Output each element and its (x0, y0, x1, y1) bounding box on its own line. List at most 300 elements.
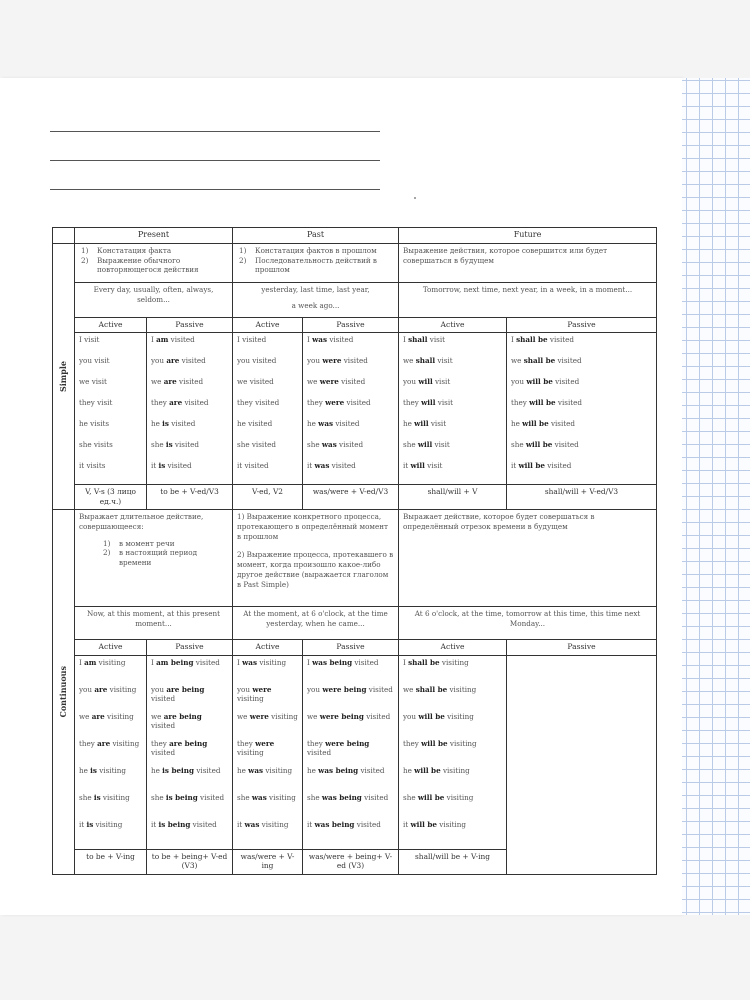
verb-form-part: he (79, 765, 91, 775)
verb-form-part: he (403, 765, 415, 775)
verb-form (511, 377, 652, 398)
verb-form (237, 793, 298, 820)
usage-text: Выражение обычного повторяющегося действия (97, 255, 199, 275)
verb-form-part: they (307, 398, 326, 408)
auxiliary-verb: are (163, 377, 177, 387)
verb-form-text: he visited (237, 419, 273, 429)
section-continuous-label: Continuous (58, 666, 69, 718)
verb-form-part: visit (435, 356, 453, 366)
auxiliary-verb: will (414, 419, 429, 429)
speck (414, 197, 416, 199)
verb-form (307, 356, 394, 377)
verb-form-part: I (237, 657, 243, 667)
verb-form (79, 685, 142, 712)
verb-form-part: visiting (447, 684, 477, 694)
verb-form (237, 377, 298, 398)
verb-form-part: she (307, 792, 322, 802)
verb-form-part: we (403, 356, 416, 366)
verb-form-part: visited (176, 377, 204, 387)
verb-form-part: visited (552, 440, 579, 450)
auxiliary-verb: will (418, 377, 433, 387)
verb-form (237, 440, 298, 461)
verb-form-part: I (151, 657, 157, 667)
section-continuous (53, 510, 75, 874)
verb-form-part: visiting (266, 792, 296, 802)
verb-form-part: visiting (268, 711, 298, 721)
verb-form-part: visited (336, 440, 364, 450)
verb-form-part: I (403, 657, 409, 667)
verb-form-part: visiting (104, 711, 134, 721)
verb-form (151, 820, 228, 847)
verb-form (79, 820, 142, 847)
verb-form-part: visiting (100, 792, 130, 802)
verb-form (79, 712, 142, 739)
usage-list (79, 539, 228, 568)
auxiliary-verb: shall be (523, 356, 556, 366)
verb-form-part: it (511, 461, 519, 471)
continuous-present-active-formula: to be + V-ing (75, 849, 147, 874)
verb-form-part: he (237, 765, 249, 775)
verb-form-part: I (307, 657, 313, 667)
simple-past-markers (233, 283, 399, 318)
verb-form-part: visited (352, 657, 379, 667)
verb-form-part: visiting (447, 738, 477, 748)
auxiliary-verb: am (156, 335, 169, 345)
auxiliary-verb: was being (321, 792, 362, 802)
continuous-forms-row (53, 655, 657, 849)
simple-future-active-head: Active (399, 318, 507, 333)
verb-form-part: visiting (263, 765, 293, 775)
verb-form-part: visited (165, 461, 192, 471)
verb-form (403, 658, 502, 685)
auxiliary-verb: was being (312, 657, 353, 667)
verb-form (151, 377, 228, 398)
verb-form-part: he (307, 765, 319, 775)
verb-form-part: they (403, 398, 422, 408)
auxiliary-verb: will be (410, 819, 437, 829)
name-line-3 (50, 189, 380, 190)
auxiliary-verb: will be (526, 377, 553, 387)
verb-form-part: visiting (96, 765, 127, 775)
continuous-present-usage (75, 510, 233, 607)
verb-form (307, 335, 394, 356)
verb-form-part: I (79, 657, 85, 667)
auxiliary-verb: shall be (408, 657, 440, 667)
verb-form (403, 820, 502, 847)
verb-form-part: you (237, 684, 253, 694)
verb-form (307, 739, 394, 766)
verb-form-part: visited (555, 398, 582, 408)
verb-form (79, 398, 142, 419)
simple-present-markers: Every day, usually, often, always, seldom... (75, 283, 233, 318)
auxiliary-verb: are (166, 356, 180, 366)
continuous-future-usage: Выражает действие, которое будет совершаться в определённый отрезок времени в будущем (399, 510, 657, 607)
auxiliary-verb: will be (522, 419, 549, 429)
continuous-past-active-forms (233, 655, 303, 849)
verb-form (403, 419, 502, 440)
auxiliary-verb: was (248, 765, 264, 775)
verb-form-part: he (511, 419, 523, 429)
markers-line: yesterday, last time, last year, (261, 285, 370, 294)
simple-future-active-forms (399, 333, 507, 485)
verb-form-part: visited (168, 419, 196, 429)
verb-form-part: visited (194, 765, 221, 775)
simple-past-passive-head: Passive (303, 318, 399, 333)
verb-form (403, 356, 502, 377)
verb-form-part: it (403, 461, 411, 471)
auxiliary-verb: will be (418, 711, 445, 721)
usage-text: Выражает длительное действие, совершающееся: (79, 512, 204, 531)
usage-item (239, 246, 394, 256)
verb-form-part: she (79, 792, 94, 802)
simple-future-passive-head: Passive (507, 318, 657, 333)
simple-usage-row (53, 244, 657, 283)
simple-past-passive-forms (303, 333, 399, 485)
verb-form (79, 356, 142, 377)
verb-form (403, 398, 502, 419)
simple-past-usage (233, 244, 399, 283)
verb-form-part: visiting (436, 819, 467, 829)
verb-form (79, 793, 142, 820)
verb-form (403, 461, 502, 482)
verb-form-part: visiting (257, 657, 287, 667)
simple-past-active-forms (233, 333, 303, 485)
usage-item (81, 256, 228, 275)
verb-form-part: you (79, 684, 95, 694)
verb-form (307, 440, 394, 461)
verb-form-text: they visited (237, 398, 280, 408)
verb-form-part: visit (427, 335, 446, 345)
verb-form-part: she (151, 440, 166, 450)
auxiliary-verb: will be (529, 398, 556, 408)
verb-form (403, 335, 502, 356)
verb-form (151, 440, 228, 461)
tenses-table (52, 227, 657, 875)
verb-form-part: he (151, 419, 163, 429)
verb-form-part: visited (363, 711, 391, 721)
verb-form-part: visiting (93, 819, 123, 829)
verb-form (403, 739, 502, 766)
continuous-usage-row (53, 510, 657, 607)
verb-form (151, 658, 228, 685)
continuous-present-active-forms (75, 655, 147, 849)
auxiliary-verb: were (249, 711, 269, 721)
auxiliary-verb: was (314, 461, 330, 471)
simple-forms-row (53, 333, 657, 485)
verb-form-part: visited (358, 765, 385, 775)
verb-form (237, 461, 298, 482)
usage-number: 2) (239, 255, 247, 265)
auxiliary-verb: were (322, 356, 342, 366)
usage-text: 2) Выражение процесса, протекавшего в момент, когда произошло какое-либо другое действие (выражается глаголом в Past Simple) (237, 550, 394, 589)
usage-list (79, 246, 228, 275)
verb-form-part: visited (552, 377, 580, 387)
verb-form (307, 793, 394, 820)
verb-form-part: visited (354, 819, 381, 829)
auxiliary-verb: shall (408, 335, 428, 345)
verb-form (79, 739, 142, 766)
verb-form (511, 419, 652, 440)
verb-form (307, 419, 394, 440)
usage-list (237, 246, 394, 275)
verb-form-part: we (307, 377, 320, 387)
continuous-past-passive-head: Passive (303, 640, 399, 655)
verb-form (237, 712, 298, 739)
verb-form-part: you (403, 711, 419, 721)
auxiliary-verb: were (255, 738, 275, 748)
verb-form-part: I (307, 335, 313, 345)
simple-past-active-head: Active (233, 318, 303, 333)
continuous-future-active-formula: shall/will be + V-ing (399, 849, 507, 874)
auxiliary-verb: is being (165, 792, 198, 802)
verb-form (307, 820, 394, 847)
verb-form-part: they (79, 738, 98, 748)
simple-future-active-formula: shall/will + V (399, 485, 507, 510)
verb-form-part: they (511, 398, 530, 408)
simple-present-active-head: Active (75, 318, 147, 333)
simple-past-active-formula: V-ed, V2 (233, 485, 303, 510)
usage-number: 2) (81, 255, 89, 265)
verb-form-part: we (151, 711, 164, 721)
simple-present-active-forms (75, 333, 147, 485)
verb-form-part: we (511, 356, 524, 366)
auxiliary-verb: will be (518, 461, 545, 471)
verb-form-part: it (307, 819, 315, 829)
verb-form-part: it (79, 819, 87, 829)
verb-form (79, 440, 142, 461)
auxiliary-verb: was (312, 335, 328, 345)
verb-form-part: visited (168, 335, 195, 345)
verb-form (237, 419, 298, 440)
simple-future-markers: Tomorrow, next time, next year, in a week, in a moment... (399, 283, 657, 318)
verb-form-part: visiting (440, 765, 470, 775)
usage-text: Констатация факта (97, 246, 172, 255)
simple-past-passive-formula: was/were + V-ed/V3 (303, 485, 399, 510)
continuous-past-passive-forms (303, 655, 399, 849)
verb-form-part: you (151, 684, 167, 694)
verb-form-part: visit (435, 398, 454, 408)
verb-form (79, 335, 142, 356)
verb-form (151, 356, 228, 377)
verb-form (151, 793, 228, 820)
simple-present-passive-formula: to be + V-ed/V3 (147, 485, 233, 510)
verb-form-part: visiting (259, 819, 289, 829)
verb-form (79, 658, 142, 685)
verb-form (237, 658, 298, 685)
verb-form (151, 419, 228, 440)
continuous-future-passive-empty (507, 655, 657, 874)
auxiliary-verb: were (319, 377, 339, 387)
verb-form-text: it visited (237, 461, 269, 471)
auxiliary-verb: were (325, 398, 345, 408)
continuous-past-passive-formula: was/were + being+ V-ed (V3) (303, 849, 399, 874)
verb-form-part: visited (329, 461, 356, 471)
auxiliary-verb: were being (319, 711, 364, 721)
auxiliary-verb: are being (169, 738, 208, 748)
verb-form-part: visit (432, 377, 451, 387)
auxiliary-verb: is (162, 419, 169, 429)
verb-form-part: he (307, 419, 319, 429)
simple-present-usage (75, 244, 233, 283)
verb-form (511, 440, 652, 461)
simple-voice-row (53, 318, 657, 333)
verb-form (403, 793, 502, 820)
verb-form-part: visited (179, 356, 206, 366)
continuous-present-active-head: Active (75, 640, 147, 655)
verb-form-part: visited (190, 819, 217, 829)
verb-form (79, 377, 142, 398)
verb-form (307, 712, 394, 739)
verb-form (307, 658, 394, 685)
simple-future-passive-formula: shall/will + V-ed/V3 (507, 485, 657, 510)
verb-form (511, 461, 652, 482)
auxiliary-verb: shall (415, 356, 436, 366)
usage-text: Последовательность действий в прошлом (255, 255, 377, 275)
continuous-past-markers: At the moment, at 6 o'clock, at the time yesterday, when he came... (233, 607, 399, 640)
auxiliary-verb: is being (158, 819, 191, 829)
verb-form-part: it (151, 461, 159, 471)
header-past: Past (233, 228, 399, 244)
simple-future-usage: Выражение действия, которое совершится или будет совершаться в будущем (399, 244, 657, 283)
verb-form (307, 461, 394, 482)
verb-form-part: it (307, 461, 315, 471)
verb-form-part: she (237, 792, 252, 802)
verb-form-part: visited (341, 356, 368, 366)
auxiliary-verb: is (93, 792, 101, 802)
verb-form-part: visited (547, 335, 574, 345)
verb-form-part: visiting (444, 711, 474, 721)
verb-form-part: visited (151, 748, 176, 758)
continuous-future-active-head: Active (399, 640, 507, 655)
auxiliary-verb: will (417, 440, 433, 450)
verb-form (511, 398, 652, 419)
verb-form-part: they (151, 398, 170, 408)
verb-form (79, 766, 142, 793)
auxiliary-verb: was being (314, 819, 355, 829)
verb-form-part: she (403, 440, 418, 450)
continuous-past-usage (233, 510, 399, 607)
verb-form-part: I (403, 335, 409, 345)
continuous-future-markers: At 6 o'clock, at the time, tomorrow at this time, this time next Monday... (399, 607, 657, 640)
grid-paper-page (682, 78, 750, 915)
verb-form (307, 766, 394, 793)
verb-form-part: visited (344, 398, 371, 408)
continuous-future-passive-head: Passive (507, 640, 657, 655)
verb-form (151, 685, 228, 712)
auxiliary-verb: am (84, 657, 97, 667)
simple-future-passive-forms (507, 333, 657, 485)
simple-present-active-formula: V, V-s (3 лицо ед.ч.) (75, 485, 147, 510)
verb-form-part: we (79, 711, 92, 721)
simple-formula-row (53, 485, 657, 510)
verb-form-part: visited (366, 684, 393, 694)
auxiliary-verb: will (421, 398, 436, 408)
verb-form (307, 685, 394, 712)
verb-form (403, 377, 502, 398)
auxiliary-verb: is (158, 461, 166, 471)
verb-form-part: visited (338, 377, 366, 387)
usage-number: 1) (239, 246, 247, 255)
verb-form-part: visiting (237, 694, 264, 704)
verb-form-part: I visit (79, 335, 100, 345)
verb-form-part: it (237, 819, 245, 829)
verb-form-part: visiting (110, 738, 140, 748)
verb-form (237, 356, 298, 377)
corner-cell (53, 228, 75, 244)
verb-form (151, 398, 228, 419)
verb-form-part: visiting (96, 657, 126, 667)
verb-form (403, 440, 502, 461)
usage-number: 1) (81, 246, 89, 255)
verb-form-part: we (237, 711, 250, 721)
verb-form-part: visited (151, 694, 176, 704)
continuous-voice-row (53, 640, 657, 655)
continuous-future-active-forms (399, 655, 507, 849)
verb-form-part: visited (333, 419, 360, 429)
header-row (53, 228, 657, 244)
auxiliary-verb: are being (166, 684, 205, 694)
verb-form-part: visited (182, 398, 209, 408)
verb-form (79, 461, 142, 482)
verb-form-part: he visits (79, 419, 110, 429)
verb-form-part: they (237, 738, 256, 748)
usage-text: в момент речи (119, 538, 175, 548)
simple-markers-row (53, 283, 657, 318)
continuous-past-active-formula: was/were + V-ing (233, 849, 303, 874)
continuous-present-passive-forms (147, 655, 233, 849)
continuous-present-markers: Now, at this moment, at this present moment... (75, 607, 233, 640)
verb-form-part: you (151, 356, 167, 366)
verb-form-part: visit (432, 440, 450, 450)
usage-item (103, 548, 228, 567)
verb-form-part: they visit (79, 398, 113, 408)
header-present: Present (75, 228, 233, 244)
verb-form-part: you (403, 377, 419, 387)
verb-form (151, 335, 228, 356)
markers-line: a week ago... (291, 300, 340, 310)
verb-form (307, 377, 394, 398)
auxiliary-verb: are (94, 684, 108, 694)
auxiliary-verb: was (318, 419, 334, 429)
auxiliary-verb: is (90, 765, 97, 775)
auxiliary-verb: are being (163, 711, 202, 721)
auxiliary-verb: was (244, 819, 260, 829)
verb-form (403, 712, 502, 739)
verb-form-part: you (307, 356, 323, 366)
verb-form (403, 685, 502, 712)
verb-form-part: visiting (439, 657, 469, 667)
continuous-present-passive-formula: to be + being+ V-ed (V3) (147, 849, 233, 874)
verb-form-part: visited (151, 721, 176, 731)
verb-form-text: we visited (237, 377, 274, 387)
auxiliary-verb: are (169, 398, 183, 408)
auxiliary-verb: is (165, 440, 173, 450)
verb-form-part: they (403, 738, 422, 748)
verb-form-part: we visit (79, 377, 107, 387)
auxiliary-verb: was (251, 792, 267, 802)
name-line-2 (50, 160, 380, 161)
simple-present-passive-head: Passive (147, 318, 233, 333)
verb-form-part: she visits (79, 440, 113, 450)
verb-form-part: she (403, 792, 418, 802)
auxiliary-verb: were (252, 684, 272, 694)
header-future: Future (399, 228, 657, 244)
usage-number: 2) (103, 548, 111, 558)
auxiliary-verb: will (410, 461, 425, 471)
verb-form-part: visited (172, 440, 200, 450)
verb-form-part: we (403, 684, 416, 694)
usage-text: 1) Выражение конкретного процесса, протекающего в определённый момент в прошлом (237, 512, 389, 541)
